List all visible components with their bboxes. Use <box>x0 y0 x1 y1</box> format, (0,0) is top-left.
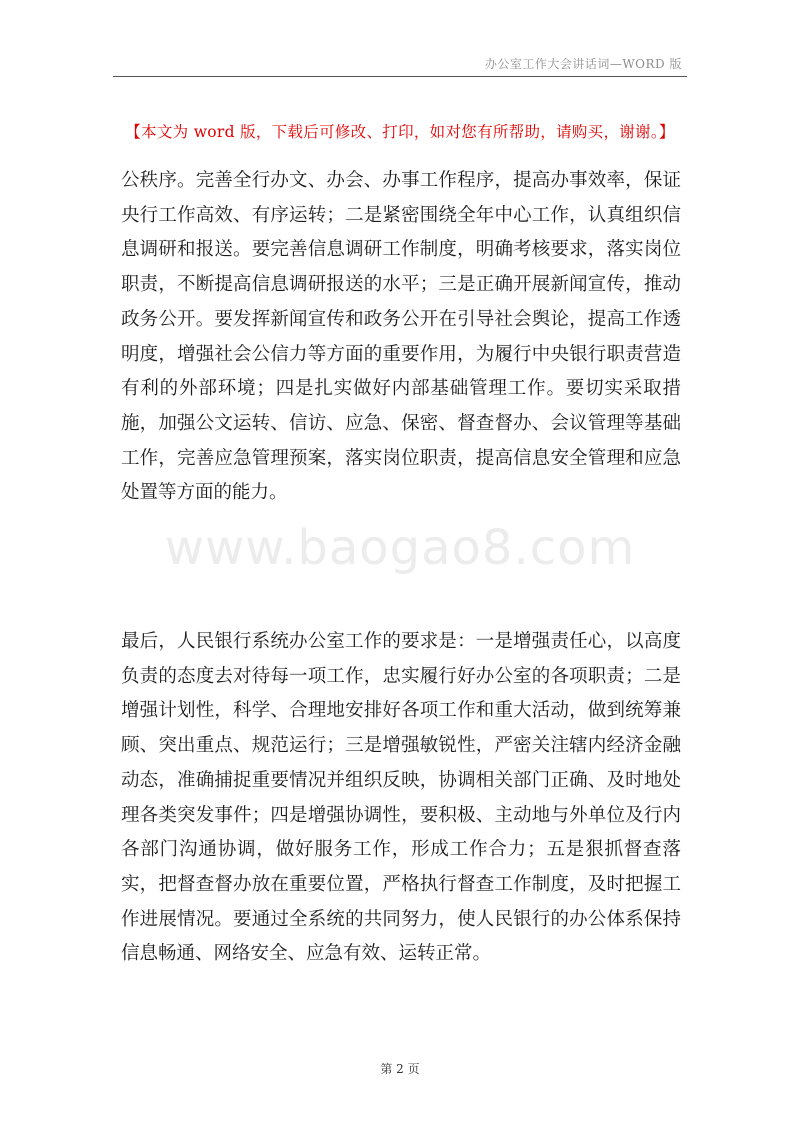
running-header-title: 办公室工作大会讲话词—WORD 版 <box>484 57 682 71</box>
header-divider <box>113 76 687 77</box>
body-paragraph-1: 公秩序。完善全行办文、办会、办事工作程序，提高办事效率，保证央行工作高效、有序运转；二是紧密围绕全年中心工作，认真组织信息调研和报送。要完善信息调研工作制度，明确考核要求，落实岗位职责，不断提高信息调研报送的水平；三是正确开展新闻宣传，推动政务公开。要发挥新闻宣传和政务公开在引导社会舆论，提高工作透明度，增强社会公信力等方面的重要作用，为履行中央银行职责营造有利的外部环境；四是扎实做好内部基础管理工作。要切实采取措施，加强公文运转、信访、应急、保密、督查督办、会议管理等基础工作，完善应急管理预案，落实岗位职责，提高信息安全管理和应急处置等方面的能力。 <box>121 170 681 504</box>
download-notice: 【本文为 word 版，下载后可修改、打印，如对您有所帮助，请购买，谢谢。】 <box>125 123 675 141</box>
site-watermark: www.baogao8.com <box>164 520 636 576</box>
body-paragraph-2: 最后，人民银行系统办公室工作的要求是：一是增强责任心，以高度负责的态度去对待每一项工作，忠实履行好办公室的各项职责；二是增强计划性，科学、合理地安排好各项工作和重大活动，做到统筹兼顾、突出重点、规范运行；三是增强敏锐性，严密关注辖内经济金融动态，准确捕捉重要情况并组织反映，协调相关部门正确、及时地处理各类突发事件；四是增强协调性，要积极、主动地与外单位及行内各部门沟通协调，做好服务工作，形成工作合力；五是狠抓督查落实，把督查督办放在重要位置，严格执行督查工作制度，及时把握工作进展情况。要通过全系统的共同努力，使人民银行的办公体系保持信息畅通、网络安全、应急有效、运转正常。 <box>121 631 681 965</box>
page-number: 第 2 页 <box>380 1062 420 1076</box>
